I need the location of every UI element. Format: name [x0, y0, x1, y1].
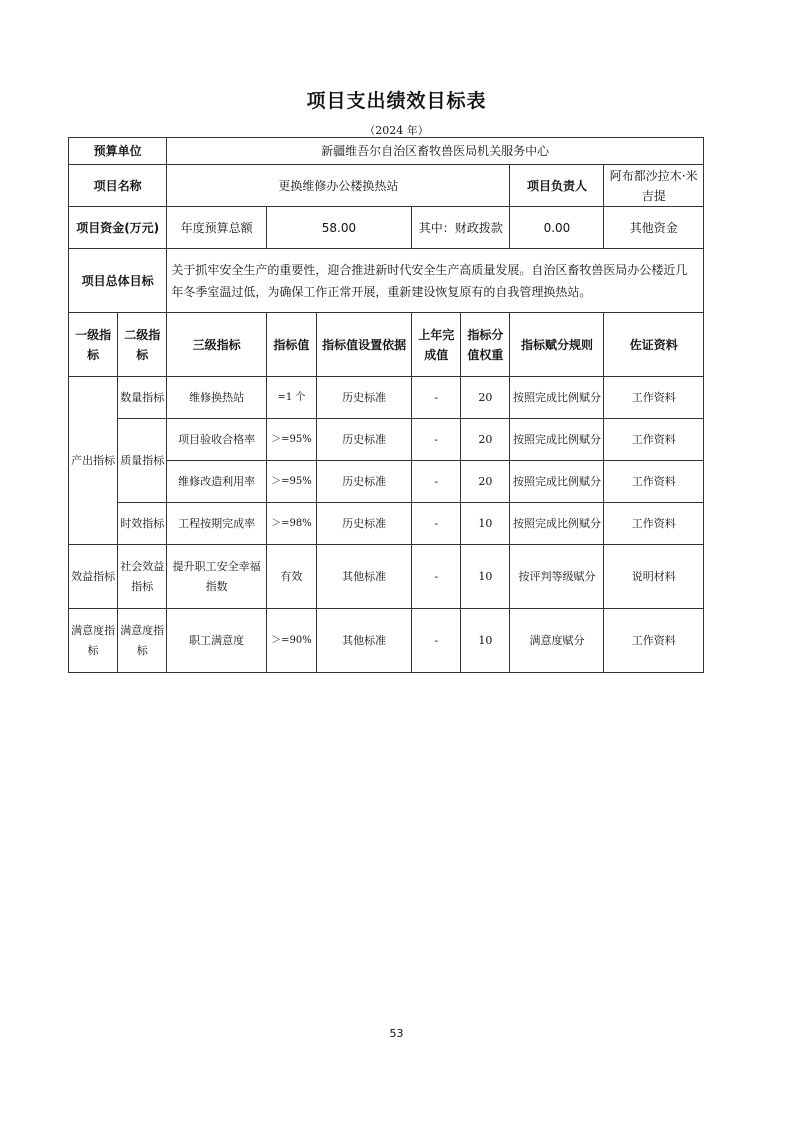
row-basis: 历史标准: [317, 503, 412, 545]
funds-row: [69, 207, 704, 249]
funds-label: 项目资金(万元): [69, 207, 167, 249]
group-satisfaction: 满意度指标: [69, 609, 118, 673]
row-basis: 其他标准: [317, 609, 412, 673]
table-row: [69, 377, 704, 419]
page-title: 项目支出绩效目标表: [306, 90, 487, 112]
row-evidence: 工作资料: [604, 503, 704, 545]
row-basis: 历史标准: [317, 377, 412, 419]
row-evidence: 说明材料: [604, 545, 704, 609]
row-l3: 提升职工安全幸福指数: [167, 545, 266, 609]
table-row: [69, 503, 704, 545]
project-lead-value: 阿布都沙拉木·米吉提: [604, 165, 704, 207]
header-basis: 指标值设置依据: [317, 313, 412, 377]
row-evidence: 工作资料: [604, 609, 704, 673]
row-weight: 20: [461, 377, 510, 419]
annual-budget-value: 58.00: [266, 207, 411, 249]
row-basis: 其他标准: [317, 545, 412, 609]
row-l3: 维修换热站: [167, 377, 266, 419]
row-evidence: 工作资料: [604, 419, 704, 461]
header-level3: 三级指标: [167, 313, 266, 377]
goal-label: 项目总体目标: [69, 249, 167, 313]
row-rule: 按照完成比例赋分: [510, 377, 604, 419]
row-weight: 20: [461, 419, 510, 461]
row-basis: 历史标准: [317, 419, 412, 461]
table-row: [69, 545, 704, 609]
fiscal-label: 其中：财政拨款: [412, 207, 510, 249]
row-l2: 数量指标: [118, 377, 167, 419]
header-value: 指标值: [266, 313, 316, 377]
goal-row: [69, 249, 704, 313]
group-output: 产出指标: [69, 377, 118, 545]
project-lead-label: 项目负责人: [510, 165, 604, 207]
row-rule: 按评判等级赋分: [510, 545, 604, 609]
project-name-row: [69, 165, 704, 207]
row-l3: 职工满意度: [167, 609, 266, 673]
row-weight: 20: [461, 461, 510, 503]
row-l3: 工程按期完成率: [167, 503, 266, 545]
header-last-year: 上年完成值: [412, 313, 461, 377]
row-rule: 按照完成比例赋分: [510, 419, 604, 461]
row-value: =1 个: [266, 377, 316, 419]
row-l2: 社会效益指标: [118, 545, 167, 609]
row-weight: 10: [461, 545, 510, 609]
fiscal-value: 0.00: [510, 207, 604, 249]
project-name-value: 更换维修办公楼换热站: [167, 165, 510, 207]
group-benefit: 效益指标: [69, 545, 118, 609]
budget-unit-row: [69, 138, 704, 165]
row-l3: 项目验收合格率: [167, 419, 266, 461]
row-evidence: 工作资料: [604, 377, 704, 419]
row-last: -: [412, 609, 461, 673]
project-name-label: 项目名称: [69, 165, 167, 207]
row-value: ＞=95%: [266, 419, 316, 461]
header-evidence: 佐证资料: [604, 313, 704, 377]
row-rule: 按照完成比例赋分: [510, 503, 604, 545]
row-value: ＞=95%: [266, 461, 316, 503]
row-last: -: [412, 377, 461, 419]
goal-text: 关于抓牢安全生产的重要性，迎合推进新时代安全生产高质量发展。自治区畜牧兽医局办公楼近几年冬季室温过低，为确保工作正常开展，重新建设恢复原有的自我管理换热站。: [167, 249, 704, 313]
row-rule: 按照完成比例赋分: [510, 461, 604, 503]
row-weight: 10: [461, 503, 510, 545]
row-l2: 时效指标: [118, 503, 167, 545]
header-rule: 指标赋分规则: [510, 313, 604, 377]
header-weight: 指标分值权重: [461, 313, 510, 377]
row-last: -: [412, 419, 461, 461]
header-level1: 一级指标: [69, 313, 118, 377]
table-row: [69, 419, 704, 461]
row-last: -: [412, 545, 461, 609]
page-number: 53: [389, 1027, 404, 1040]
other-funds-label: 其他资金: [604, 207, 704, 249]
row-value: 有效: [266, 545, 316, 609]
row-value: ＞=98%: [266, 503, 316, 545]
annual-budget-label: 年度预算总额: [167, 207, 266, 249]
row-weight: 10: [461, 609, 510, 673]
row-l2: 质量指标: [118, 419, 167, 503]
header-row: [69, 313, 704, 377]
budget-unit-value: 新疆维吾尔自治区畜牧兽医局机关服务中心: [167, 138, 704, 165]
row-rule: 满意度赋分: [510, 609, 604, 673]
row-evidence: 工作资料: [604, 461, 704, 503]
row-value: ＞=90%: [266, 609, 316, 673]
row-last: -: [412, 461, 461, 503]
row-l2: 满意度指标: [118, 609, 167, 673]
budget-unit-label: 预算单位: [69, 138, 167, 165]
table-row: [69, 609, 704, 673]
header-level2: 二级指标: [118, 313, 167, 377]
performance-table: [68, 137, 704, 673]
row-l3: 维修改造利用率: [167, 461, 266, 503]
row-basis: 历史标准: [317, 461, 412, 503]
row-last: -: [412, 503, 461, 545]
year-label: （2024 年）: [364, 124, 429, 137]
